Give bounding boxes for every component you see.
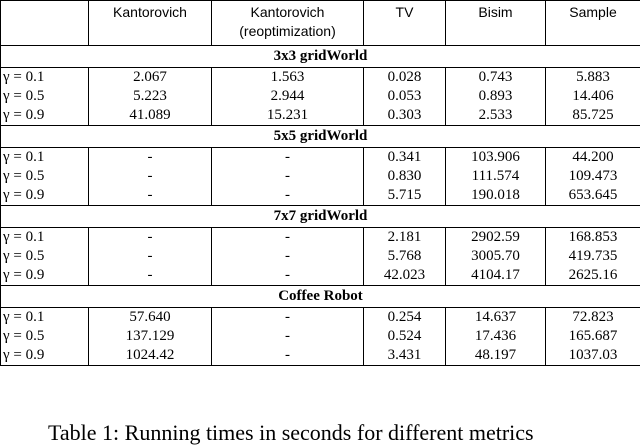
group-header-row bbox=[1, 206, 640, 228]
gamma-label: γ = 0.9 bbox=[1, 106, 89, 126]
table-cell: 653.645 bbox=[546, 186, 640, 206]
table-cell: 2.533 bbox=[446, 106, 546, 126]
table-cell: 111.574 bbox=[446, 167, 546, 186]
table-cell: 2.944 bbox=[212, 87, 364, 106]
table-row bbox=[1, 148, 640, 168]
table-row bbox=[1, 308, 640, 328]
group-header-row bbox=[1, 126, 640, 148]
table-body bbox=[1, 1, 640, 366]
table-cell: 0.524 bbox=[364, 327, 446, 346]
table-cell: - bbox=[212, 247, 364, 266]
table-cell: 2.067 bbox=[89, 68, 212, 88]
table-cell: - bbox=[212, 266, 364, 286]
group-header-row bbox=[1, 46, 640, 68]
table-cell: 0.830 bbox=[364, 167, 446, 186]
table-row bbox=[1, 186, 640, 206]
table-cell: - bbox=[212, 327, 364, 346]
table-cell: 0.893 bbox=[446, 87, 546, 106]
table-cell: 72.823 bbox=[546, 308, 640, 328]
table-cell: - bbox=[212, 346, 364, 366]
header-kantorovich: Kantorovich bbox=[89, 1, 212, 46]
table-cell: 137.129 bbox=[89, 327, 212, 346]
table-cell: 5.715 bbox=[364, 186, 446, 206]
table-cell: 0.254 bbox=[364, 308, 446, 328]
header-row bbox=[1, 1, 640, 46]
table-cell: 14.406 bbox=[546, 87, 640, 106]
table-cell: - bbox=[89, 266, 212, 286]
table-cell: 14.637 bbox=[446, 308, 546, 328]
table-row bbox=[1, 106, 640, 126]
header-empty bbox=[1, 1, 89, 46]
table-cell: 0.743 bbox=[446, 68, 546, 88]
gamma-label: γ = 0.9 bbox=[1, 346, 89, 366]
table-cell: - bbox=[89, 167, 212, 186]
table-cell: 0.303 bbox=[364, 106, 446, 126]
table-row bbox=[1, 266, 640, 286]
table-cell: 5.223 bbox=[89, 87, 212, 106]
table-cell: 0.028 bbox=[364, 68, 446, 88]
table-caption: Table 1: Running times in seconds for different metrics bbox=[48, 420, 534, 446]
table-cell: 2.181 bbox=[364, 228, 446, 248]
gamma-label: γ = 0.1 bbox=[1, 68, 89, 88]
table-cell: 17.436 bbox=[446, 327, 546, 346]
group-title: 3x3 gridWorld bbox=[1, 46, 640, 68]
header-sample: Sample bbox=[546, 1, 640, 46]
table-row bbox=[1, 327, 640, 346]
table-cell: 85.725 bbox=[546, 106, 640, 126]
group-title: 7x7 gridWorld bbox=[1, 206, 640, 228]
table-cell: - bbox=[212, 308, 364, 328]
header-bisim: Bisim bbox=[446, 1, 546, 46]
group-title: Coffee Robot bbox=[1, 286, 640, 308]
table-cell: 1024.42 bbox=[89, 346, 212, 366]
table-row bbox=[1, 247, 640, 266]
table-cell: 5.883 bbox=[546, 68, 640, 88]
gamma-label: γ = 0.5 bbox=[1, 167, 89, 186]
gamma-label: γ = 0.5 bbox=[1, 247, 89, 266]
table-cell: 0.341 bbox=[364, 148, 446, 168]
table-cell: 48.197 bbox=[446, 346, 546, 366]
header-tv: TV bbox=[364, 1, 446, 46]
table-row bbox=[1, 87, 640, 106]
table-cell: 1037.03 bbox=[546, 346, 640, 366]
table-cell: 42.023 bbox=[364, 266, 446, 286]
table-row bbox=[1, 346, 640, 366]
table-row bbox=[1, 228, 640, 248]
table-cell: - bbox=[89, 148, 212, 168]
gamma-label: γ = 0.9 bbox=[1, 266, 89, 286]
table-cell: 165.687 bbox=[546, 327, 640, 346]
table-row bbox=[1, 68, 640, 88]
table-cell: - bbox=[212, 228, 364, 248]
table-cell: 4104.17 bbox=[446, 266, 546, 286]
table-row bbox=[1, 167, 640, 186]
group-title: 5x5 gridWorld bbox=[1, 126, 640, 148]
table-cell: 109.473 bbox=[546, 167, 640, 186]
header-kantorovich-reopt: Kantorovich (reoptimization) bbox=[212, 1, 364, 46]
table-cell: 5.768 bbox=[364, 247, 446, 266]
table-cell: 57.640 bbox=[89, 308, 212, 328]
table-cell: 168.853 bbox=[546, 228, 640, 248]
gamma-label: γ = 0.1 bbox=[1, 228, 89, 248]
table-cell: - bbox=[212, 167, 364, 186]
table-cell: - bbox=[212, 186, 364, 206]
table-cell: 103.906 bbox=[446, 148, 546, 168]
table-cell: - bbox=[89, 228, 212, 248]
table-cell: - bbox=[212, 148, 364, 168]
table-cell: - bbox=[89, 247, 212, 266]
gamma-label: γ = 0.5 bbox=[1, 327, 89, 346]
gamma-label: γ = 0.5 bbox=[1, 87, 89, 106]
gamma-label: γ = 0.1 bbox=[1, 148, 89, 168]
table-cell: 190.018 bbox=[446, 186, 546, 206]
table-cell: 41.089 bbox=[89, 106, 212, 126]
table-cell: 2902.59 bbox=[446, 228, 546, 248]
table-cell: 44.200 bbox=[546, 148, 640, 168]
table-cell: 15.231 bbox=[212, 106, 364, 126]
table-cell: 1.563 bbox=[212, 68, 364, 88]
group-header-row bbox=[1, 286, 640, 308]
table-cell: 2625.16 bbox=[546, 266, 640, 286]
table-cell: - bbox=[89, 186, 212, 206]
table-cell: 0.053 bbox=[364, 87, 446, 106]
table-cell: 3005.70 bbox=[446, 247, 546, 266]
table-cell: 419.735 bbox=[546, 247, 640, 266]
gamma-label: γ = 0.1 bbox=[1, 308, 89, 328]
table-cell: 3.431 bbox=[364, 346, 446, 366]
gamma-label: γ = 0.9 bbox=[1, 186, 89, 206]
